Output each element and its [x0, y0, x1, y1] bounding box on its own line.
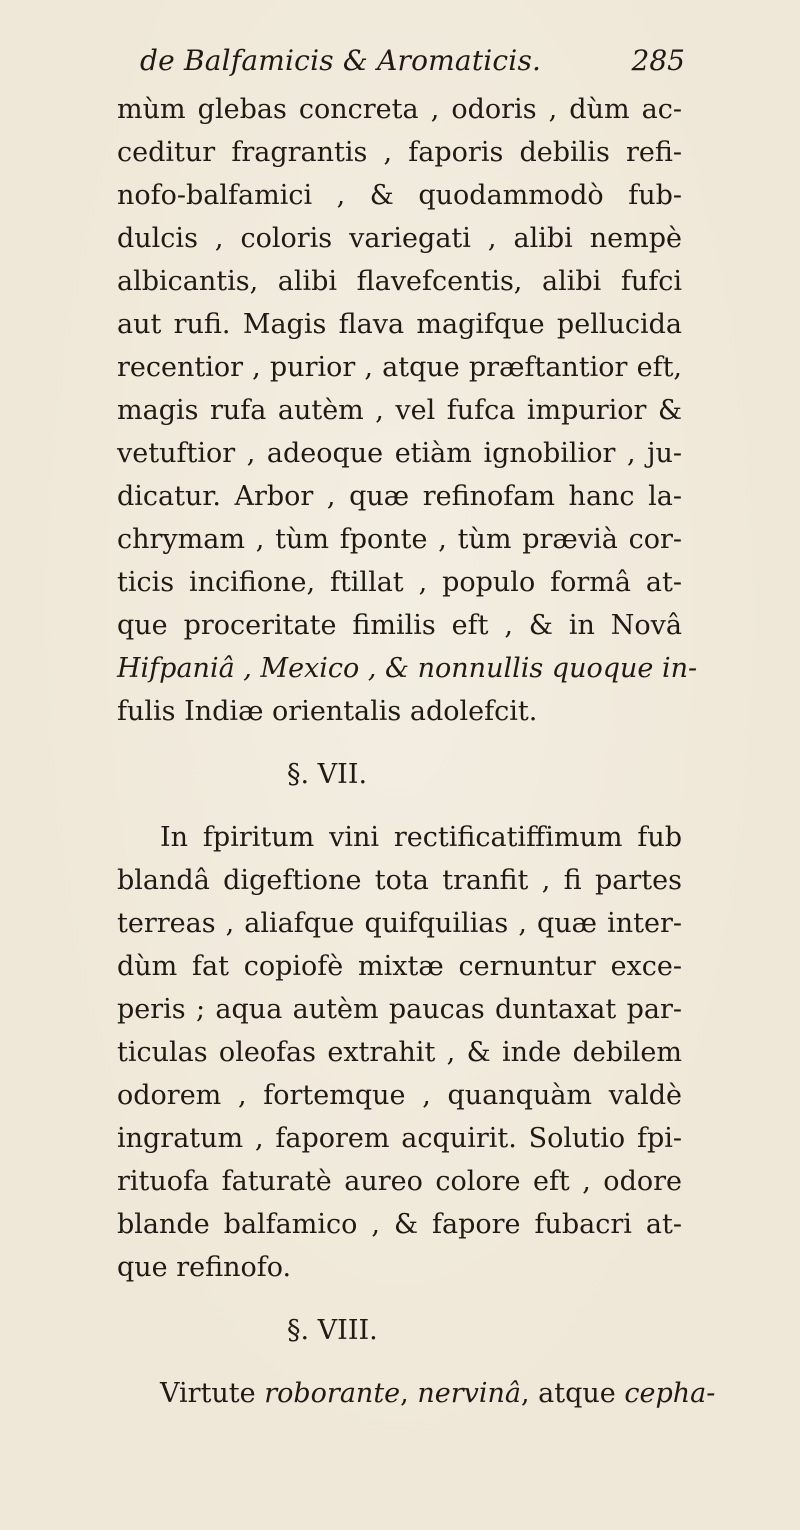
text-fragment: ,	[400, 1378, 418, 1409]
text-line: blande balfamico , & fapore fubacri at-	[117, 1209, 682, 1240]
italic-text: cepha-	[624, 1378, 716, 1409]
text-fragment: Virtute	[160, 1378, 265, 1409]
text-line: peris ; aqua autèm paucas duntaxat par-	[117, 994, 682, 1025]
text-line: mùm glebas concreta , odoris , dùm ac-	[117, 94, 682, 125]
italic-text: nervinâ	[417, 1378, 521, 1409]
text-line: odorem , fortemque , quanquàm valdè	[117, 1080, 682, 1111]
text-line-italic	[117, 647, 698, 690]
text-line: ticis incifione, ftillat , populo formâ at-	[117, 567, 682, 598]
text-line: dulcis , coloris variegati , alibi nempè	[117, 223, 682, 254]
text-line: nofo-balfamici , & quodammodò fub-	[117, 180, 682, 211]
section-heading-viii: §. VIII.	[287, 1315, 378, 1346]
text-line: que refinofo.	[117, 1252, 292, 1283]
text-line: recentior , purior , atque præftantior eft,	[117, 352, 682, 383]
page-number: 285	[631, 44, 685, 77]
text-line: blandâ digeftione tota tranfit , fi partes	[117, 865, 682, 896]
text-line: terreas , aliafque quifquilias , quæ inter-	[117, 908, 682, 939]
text-line: chrymam , tùm fponte , tùm prævià cor-	[117, 524, 682, 555]
italic-text: Hifpaniâ , Mexico , & nonnullis quoque in-	[117, 653, 698, 684]
text-line: albicantis, alibi flavefcentis, alibi fufci	[117, 266, 682, 297]
text-line: vetuftior , adeoque etiàm ignobilior , ju-	[117, 438, 682, 469]
text-line: ceditur fragrantis , faporis debilis refi-	[117, 137, 682, 168]
text-line: magis rufa autèm , vel fufca impurior &	[117, 395, 682, 426]
body-text	[117, 88, 716, 1415]
italic-text: roborante	[264, 1378, 401, 1409]
text-line: ticulas oleofas extrahit , & inde debilem	[117, 1037, 682, 1068]
text-line: dicatur. Arbor , quæ refinofam hanc la-	[117, 481, 682, 512]
text-fragment: , atque	[520, 1378, 625, 1409]
page-header	[140, 44, 685, 86]
text-line: dùm fat copiofè mixtæ cernuntur exce-	[117, 951, 682, 982]
text-line: rituofa faturatè aureo colore eft , odore	[117, 1166, 682, 1197]
section-heading-vii: §. VII.	[287, 759, 368, 790]
final-text-line	[117, 1372, 716, 1415]
text-line: ingratum , faporem acquirit. Solutio fpi-	[117, 1123, 682, 1154]
text-line: que proceritate fimilis eft , & in Novâ	[117, 610, 682, 641]
text-line: fulis Indiæ orientalis adolefcit.	[117, 696, 538, 727]
running-head: de Balfamicis & Aromaticis.	[140, 44, 542, 77]
text-line: aut rufi. Magis flava magifque pellucida	[117, 309, 682, 340]
text-line: In fpiritum vini rectificatiffimum fub	[160, 822, 682, 853]
